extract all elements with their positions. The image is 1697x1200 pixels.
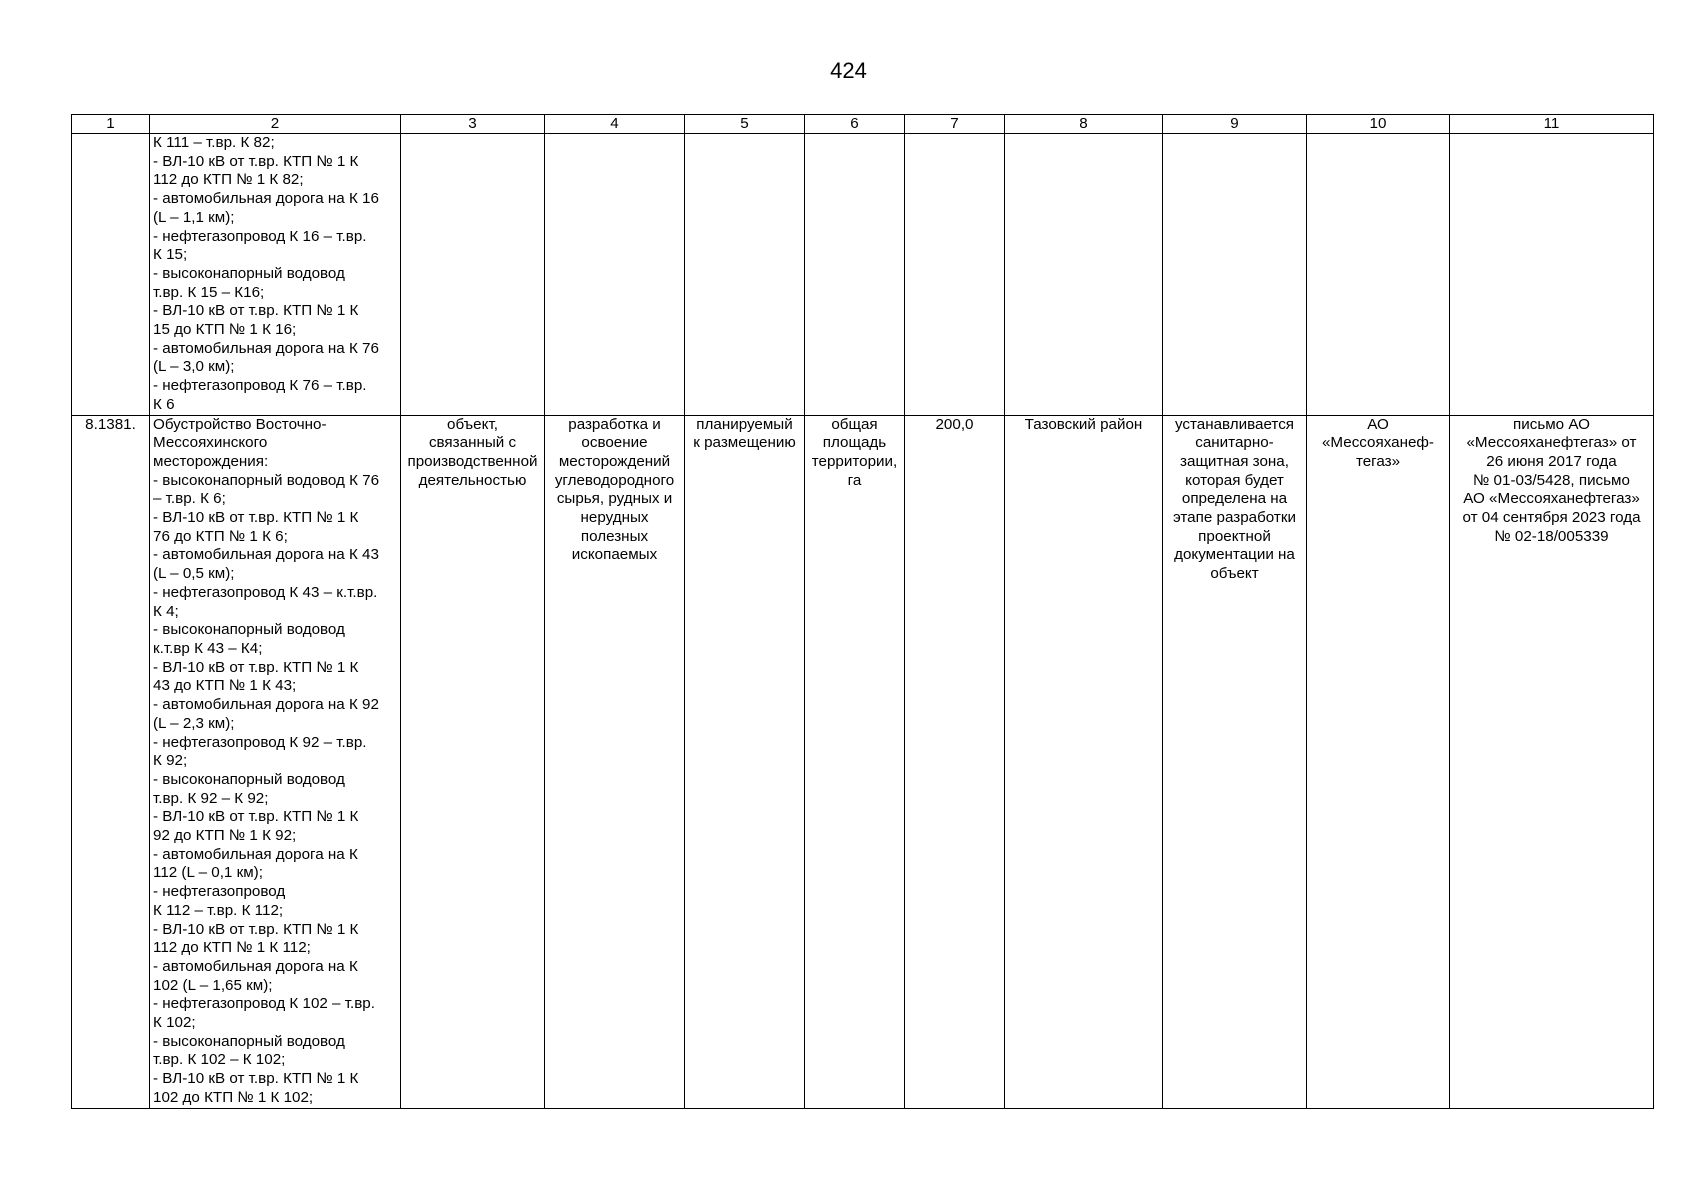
zone-cell xyxy=(1163,415,1307,1108)
text-line: определена на xyxy=(1181,490,1288,508)
column-header-10: 10 xyxy=(1307,115,1450,134)
text-line: документации на xyxy=(1174,546,1295,564)
text-line: которая будет xyxy=(1185,471,1284,489)
text-line: разработка и xyxy=(568,415,661,433)
text-line: месторождений xyxy=(558,452,671,470)
text-line: 112 до КТП № 1 К 112; xyxy=(153,939,311,957)
text-line: ископаемых xyxy=(571,546,658,564)
text-line: К 6 xyxy=(153,395,175,413)
text-line: т.вр. К 15 – К16; xyxy=(153,283,265,301)
column-header-7: 7 xyxy=(905,115,1005,134)
text-line: Обустройство Восточно- xyxy=(153,415,327,433)
text-line: - ВЛ-10 кВ от т.вр. КТП № 1 К xyxy=(153,302,359,320)
text-line: АО xyxy=(1367,415,1389,433)
cont-cell-1 xyxy=(72,134,150,416)
object-description-cell xyxy=(150,415,401,1108)
text-line: - ВЛ-10 кВ от т.вр. КТП № 1 К xyxy=(153,509,359,527)
cont-cell-2 xyxy=(150,134,401,416)
location-cell: Тазовский район xyxy=(1005,415,1163,1108)
text-line: этапе разработки xyxy=(1172,509,1296,527)
column-header-5: 5 xyxy=(685,115,805,134)
text-line: освоение xyxy=(581,434,648,452)
text-line: - ВЛ-10 кВ от т.вр. КТП № 1 К xyxy=(153,808,359,826)
header-row xyxy=(72,115,1654,134)
text-line: 15 до КТП № 1 К 16; xyxy=(153,321,297,339)
text-line: - автомобильная дорога на К 43 xyxy=(153,546,379,564)
text-line: 26 июня 2017 года xyxy=(1486,452,1617,470)
text-line: 112 до КТП № 1 К 82; xyxy=(153,171,304,189)
text-line: 92 до КТП № 1 К 92; xyxy=(153,827,297,845)
column-header-4: 4 xyxy=(545,115,685,134)
text-line: 102 до КТП № 1 К 102; xyxy=(153,1088,314,1106)
text-line: (L – 1,1 км); xyxy=(153,208,235,226)
text-line: - ВЛ-10 кВ от т.вр. КТП № 1 К xyxy=(153,658,359,676)
object-type-cell xyxy=(401,415,545,1108)
cont-cell-8 xyxy=(1005,134,1163,416)
text-line: объект xyxy=(1210,565,1259,583)
text-line: производственной xyxy=(407,452,538,470)
text-line: (L – 3,0 км); xyxy=(153,358,235,376)
text-line: - нефтегазопровод К 102 – т.вр. xyxy=(153,995,375,1013)
text-line: - высоконапорный водовод К 76 xyxy=(153,471,380,489)
text-line: (L – 0,5 км); xyxy=(153,565,235,583)
cont-cell-5 xyxy=(685,134,805,416)
text-line: углеводородного xyxy=(554,471,675,489)
text-line: - нефтегазопровод К 76 – т.вр. xyxy=(153,377,367,395)
text-line: сырья, рудных и xyxy=(556,490,673,508)
text-line: площадь xyxy=(822,434,887,452)
text-line: 76 до КТП № 1 К 6; xyxy=(153,527,288,545)
cont-cell-10 xyxy=(1307,134,1450,416)
text-line: деятельностью xyxy=(418,471,527,489)
text-line: - нефтегазопровод К 43 – к.т.вр. xyxy=(153,583,378,601)
text-line: - автомобильная дорога на К xyxy=(153,845,358,863)
text-line: - автомобильная дорога на К 16 xyxy=(153,190,379,208)
text-line: полезных xyxy=(580,527,649,545)
column-header-8: 8 xyxy=(1005,115,1163,134)
text-line: - высоконапорный водовод xyxy=(153,621,345,639)
text-line: № 01-03/5428, письмо xyxy=(1473,471,1630,489)
text-line: письмо АО xyxy=(1513,415,1590,433)
text-line: - автомобильная дорога на К xyxy=(153,957,358,975)
cont-cell-4 xyxy=(545,134,685,416)
text-line: - ВЛ-10 кВ от т.вр. КТП № 1 К xyxy=(153,1070,359,1088)
organization-cell xyxy=(1307,415,1450,1108)
cont-cell-3 xyxy=(401,134,545,416)
text-line: территории, xyxy=(811,452,898,470)
text-line: - нефтегазопровод К 16 – т.вр. xyxy=(153,227,367,245)
text-line: 43 до КТП № 1 К 43; xyxy=(153,677,297,695)
cont-cell-6 xyxy=(805,134,905,416)
status-cell xyxy=(685,415,805,1108)
text-line: санитарно- xyxy=(1195,434,1274,452)
text-line: № 02-18/005339 xyxy=(1494,527,1609,545)
text-line: т.вр. К 92 – К 92; xyxy=(153,789,269,807)
text-line: К 102; xyxy=(153,1014,196,1032)
text-line: га xyxy=(847,471,862,489)
text-line: - нефтегазопровод xyxy=(153,883,286,901)
area-value-cell: 200,0 xyxy=(905,415,1005,1108)
text-line: АО «Мессояханефтегаз» xyxy=(1463,490,1640,508)
text-line: К 112 – т.вр. К 112; xyxy=(153,901,284,919)
text-line: - высоконапорный водовод xyxy=(153,264,345,282)
text-line: - ВЛ-10 кВ от т.вр. КТП № 1 К xyxy=(153,152,359,170)
text-line: К 92; xyxy=(153,752,188,770)
text-line: устанавливается xyxy=(1174,415,1295,433)
document-table xyxy=(71,114,1654,1109)
text-line: к.т.вр К 43 – К4; xyxy=(153,639,263,657)
text-line: нерудных xyxy=(580,509,649,527)
cont-cell-11 xyxy=(1450,134,1654,416)
text-line: - нефтегазопровод К 92 – т.вр. xyxy=(153,733,367,751)
cont-cell-7 xyxy=(905,134,1005,416)
row-id-cell: 8.1381. xyxy=(72,415,150,1108)
text-line: – т.вр. К 6; xyxy=(153,490,226,508)
text-line: объект, xyxy=(447,415,498,433)
text-line: (L – 2,3 км); xyxy=(153,714,235,732)
text-line: 102 (L – 1,65 км); xyxy=(153,976,273,994)
text-line: к размещению xyxy=(693,434,796,452)
text-line: 112 (L – 0,1 км); xyxy=(153,864,263,882)
text-line: - автомобильная дорога на К 76 xyxy=(153,339,379,357)
text-line: «Мессояханеф- xyxy=(1321,434,1434,452)
column-header-6: 6 xyxy=(805,115,905,134)
column-header-1: 1 xyxy=(72,115,150,134)
text-line: К 4; xyxy=(153,602,179,620)
text-line: т.вр. К 102 – К 102; xyxy=(153,1051,286,1069)
text-line: К 15; xyxy=(153,246,188,264)
text-line: - высоконапорный водовод xyxy=(153,770,345,788)
text-line: Мессояхинского xyxy=(153,434,268,452)
cont-cell-9 xyxy=(1163,134,1307,416)
text-line: проектной xyxy=(1198,527,1271,545)
text-line: общая xyxy=(831,415,878,433)
text-line: месторождения: xyxy=(153,452,269,470)
column-header-2: 2 xyxy=(150,115,401,134)
text-line: «Мессояханефтегаз» от xyxy=(1466,434,1637,452)
text-line: тегаз» xyxy=(1355,452,1401,470)
characteristic-cell xyxy=(805,415,905,1108)
text-line: - ВЛ-10 кВ от т.вр. КТП № 1 К xyxy=(153,920,359,938)
column-header-9: 9 xyxy=(1163,115,1307,134)
text-line: связанный с xyxy=(428,434,517,452)
text-line: защитная зона, xyxy=(1180,452,1289,470)
column-header-11: 11 xyxy=(1450,115,1654,134)
page-number: 424 xyxy=(830,58,867,83)
text-line: - автомобильная дорога на К 92 xyxy=(153,696,379,714)
basis-document-cell xyxy=(1450,415,1654,1108)
continuation-row xyxy=(72,134,1654,416)
purpose-cell xyxy=(545,415,685,1108)
text-line: - высоконапорный водовод xyxy=(153,1032,345,1050)
text-line: планируемый xyxy=(696,415,793,433)
column-header-3: 3 xyxy=(401,115,545,134)
table-row-8-1381 xyxy=(72,415,1654,1108)
text-line: К 111 – т.вр. К 82; xyxy=(153,134,275,151)
text-line: от 04 сентября 2023 года xyxy=(1462,509,1641,527)
